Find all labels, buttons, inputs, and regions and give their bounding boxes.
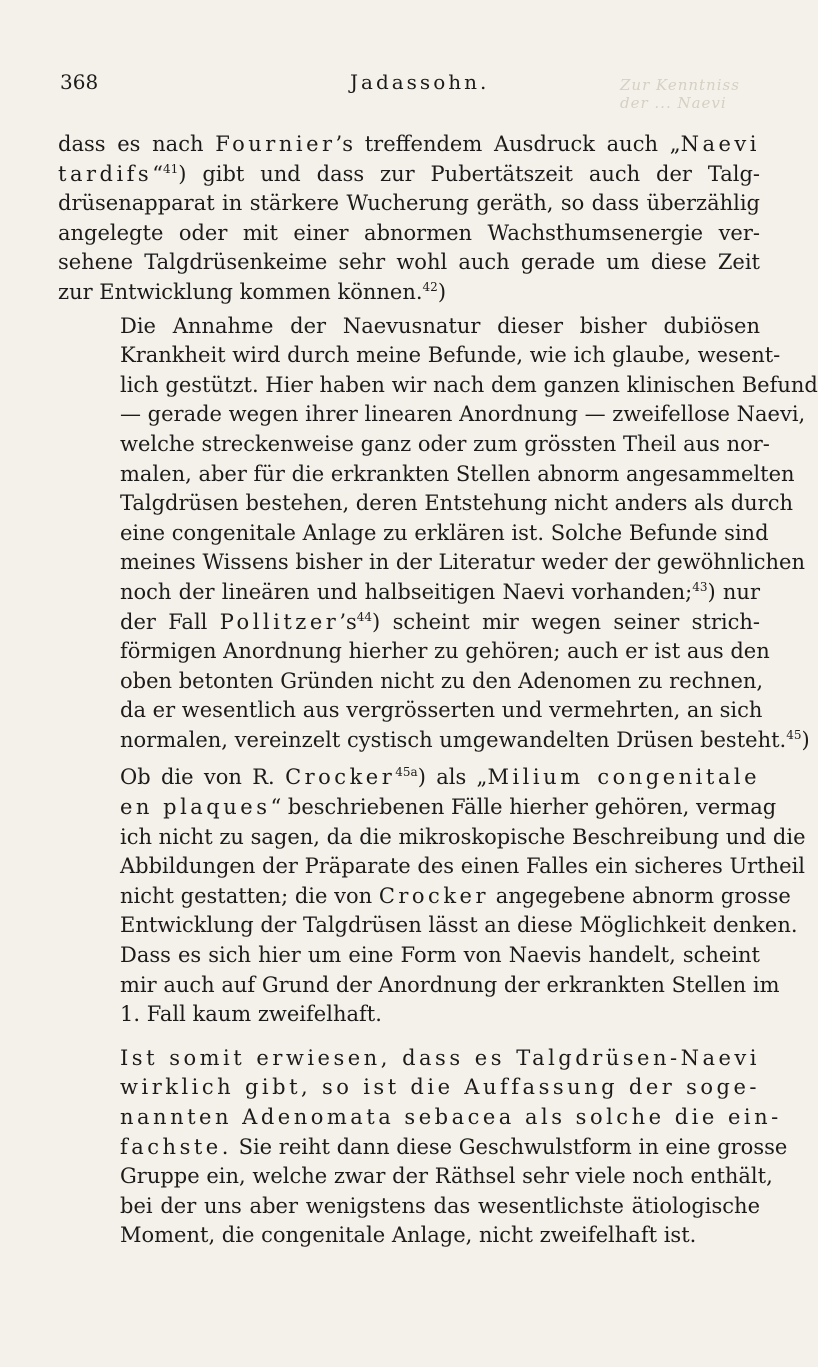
spaced-emphasis: Naevi [680, 132, 760, 156]
footnote-ref: 42 [422, 279, 438, 294]
text-line: en plaques“ beschriebenen Fälle hierher gehören, vermag [120, 795, 777, 820]
footnote-ref: 43 [692, 579, 708, 594]
text-line: eine congenitale Anlage zu erklären ist. Solche Befunde sind [120, 520, 769, 545]
text-line: meines Wissens bisher in der Literatur weder der gewöhnlichen [120, 550, 806, 575]
text-line [58, 1103, 782, 1133]
text-line: Die Annahme der Naevusnatur dieser bisher dubiösen [120, 313, 760, 338]
text-line: Talgdrüsen bestehen, deren Entstehung nicht anders als durch [120, 491, 794, 516]
spaced-emphasis: Ist somit erwiesen, dass es Talgdrüsen-Naevi [120, 1045, 760, 1070]
footnote-ref: 44 [356, 609, 373, 624]
text-line: — gerade wegen ihrer linearen Anordnung — zweifellose Naevi, [120, 402, 806, 427]
text-line: Entwicklung der Talgdrüsen lässt an diese Möglichkeit denken. [120, 913, 798, 938]
text-line: fachste. Sie reiht dann diese Geschwulstform in eine grosse [120, 1134, 788, 1159]
text-line: lich gestützt. Hier haben wir nach dem ganzen klinischen Befund [120, 372, 818, 397]
text-line: zur Entwicklung kommen können.$^{42}$) [58, 279, 447, 304]
text-line: tardifs“$^{41}$) gibt und dass zur Pubertätszeit auch der Talg- [58, 161, 760, 186]
running-head: Jadassohn. [350, 70, 490, 94]
text-line: dass es nach Fournier’s treffendem Ausdruck auch „Naevi [58, 132, 760, 156]
text-line [58, 1044, 760, 1074]
text-line: Moment, die congenitale Anlage, nicht zweifelhaft ist. [120, 1223, 697, 1248]
text-line: Gruppe ein, welche zwar der Räthsel sehr viele noch enthält, [120, 1164, 773, 1189]
page-header [60, 70, 740, 112]
text-line: nicht gestatten; die von Crocker angegebene abnorm grosse [120, 883, 791, 908]
spaced-emphasis: Fournier [215, 132, 336, 156]
footnote-ref: 45 [786, 727, 802, 742]
paragraph [58, 312, 818, 756]
text-line: Dass es sich hier um eine Form von Naevis handelt, scheint [120, 943, 760, 968]
paragraph [58, 130, 760, 308]
paragraph [58, 763, 806, 1029]
text-line: 1. Fall kaum zweifelhaft. [120, 1002, 382, 1027]
spaced-emphasis: Crocker [285, 765, 396, 790]
spaced-emphasis: fachste. [120, 1134, 232, 1159]
text-line: da er wesentlich aus vergrösserten und vermehrten, an sich [120, 698, 763, 723]
text-line: der Fall $Pollitzer’s^{44}$) scheint mir wegen seiner strich- [120, 609, 761, 634]
text-line: welche streckenweise ganz oder zum grössten Theil aus nor- [120, 431, 770, 456]
text-line: Krankheit wird durch meine Befunde, wie ich glaube, wesent- [120, 343, 781, 368]
spaced-emphasis: wirklich gibt, so ist die Auffassung der soge- [120, 1075, 760, 1100]
show-through-text: Zur Kenntniss der ... Naevi [620, 76, 740, 112]
body-text [58, 130, 818, 1251]
spaced-emphasis: en plaques [120, 795, 271, 820]
text-line: oben betonten Gründen nicht zu den Adenomen zu rechnen, [120, 668, 764, 693]
footnote-ref: 41 [162, 161, 179, 176]
text-line: Ob die von R. Crocker$^{45a}$) als „Milium congenitale [120, 765, 760, 790]
footnote-ref: 45a [395, 765, 418, 780]
spaced-emphasis: Milium congenitale [487, 765, 760, 790]
text-line: angelegte oder mit einer abnormen Wachsthumsenergie ver- [58, 220, 760, 245]
text-line: normalen, vereinzelt cystisch umgewandelten Drüsen besteht.$^{45}$) [120, 727, 810, 752]
spaced-emphasis: tardifs [58, 161, 153, 186]
text-line: noch der lineären und halbseitigen Naevi vorhanden;$^{43}$) nur [120, 579, 760, 604]
text-line: förmigen Anordnung hierher zu gehören; auch er ist aus den [120, 639, 770, 664]
text-line: ich nicht zu sagen, da die mikroskopische Beschreibung und die [120, 824, 806, 849]
spaced-emphasis: Pollitzer [219, 609, 340, 634]
paragraph [58, 1044, 788, 1251]
spaced-emphasis: Crocker [378, 883, 490, 908]
text-line [58, 1073, 760, 1103]
text-line: bei der uns aber wenigstens das wesentlichste ätiologische [120, 1193, 760, 1218]
text-line: Abbildungen der Präparate des einen Falles ein sicheres Urtheil [120, 854, 806, 879]
spaced-emphasis: nannten Adenomata sebacea als solche die ein- [120, 1105, 782, 1129]
text-line: drüsenapparat in stärkere Wucherung geräth, so dass überzählig [58, 191, 760, 216]
text-line: malen, aber für die erkrankten Stellen abnorm angesammelten [120, 461, 795, 486]
text-line: sehene Talgdrüsenkeime sehr wohl auch gerade um diese Zeit [58, 250, 760, 275]
text-line: mir auch auf Grund der Anordnung der erkrankten Stellen im [120, 972, 780, 997]
page-number: 368 [60, 70, 99, 94]
